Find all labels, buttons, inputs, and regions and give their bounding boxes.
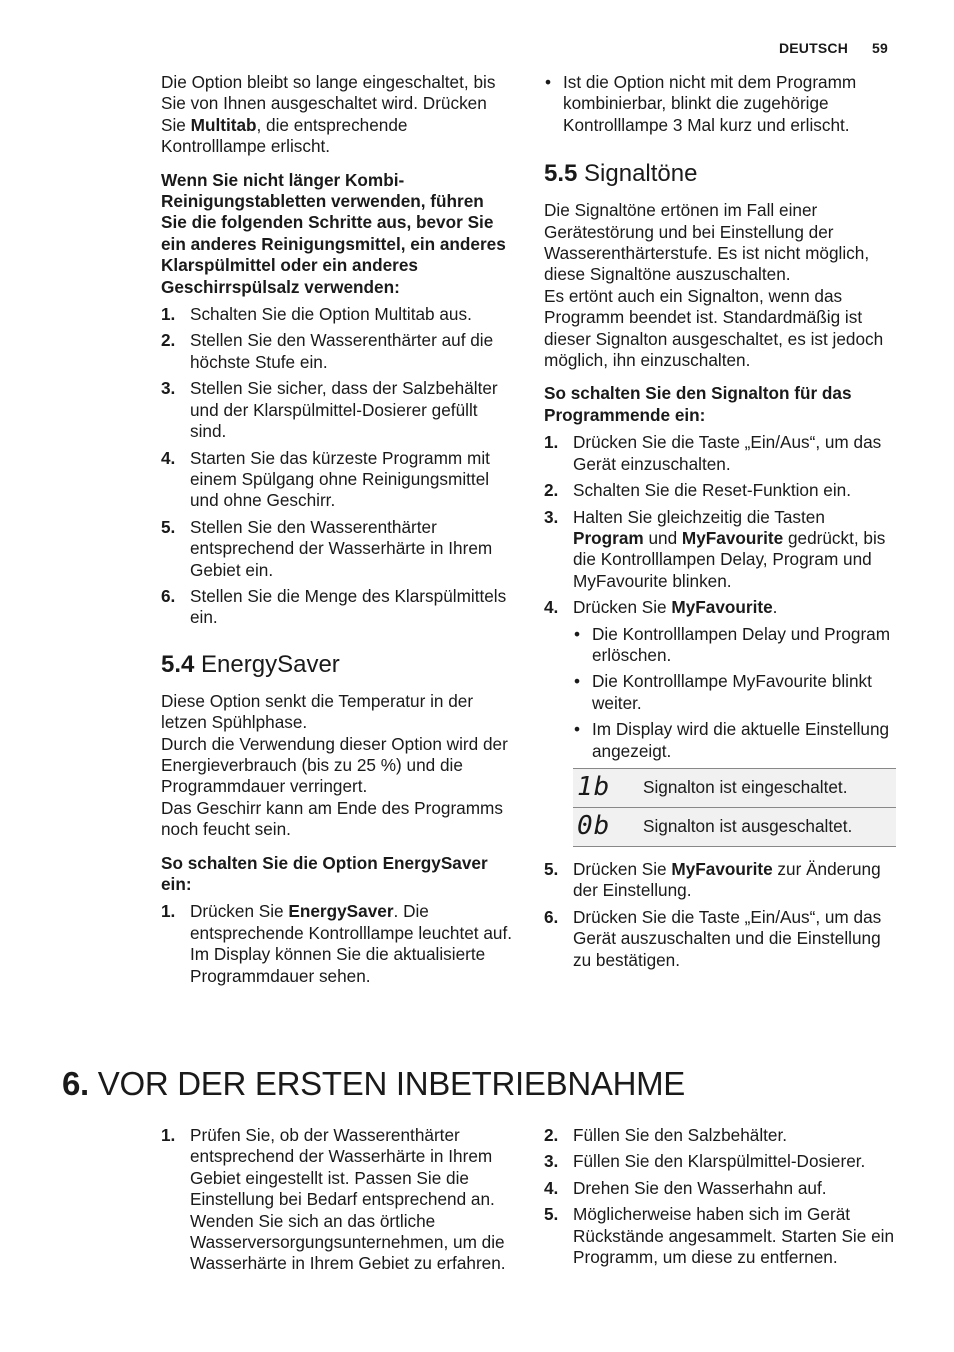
list-item: 1. Drücken Sie EnergySaver. Die entsprechende Kontrolllampe leuchtet auf. Im Display können Sie die aktualisierte Programmdauer sehen. <box>161 901 512 986</box>
list-item: 3. Halten Sie gleichzeitig die Tasten Program und MyFavourite gedrückt, bis die Kontrolllampen Delay, Program und MyFavourite blinken. <box>544 506 886 591</box>
energysaver-howto: So schalten Sie die Option EnergySaver ein: <box>161 852 488 894</box>
list-item: 5. Möglicherweise haben sich im Gerät Rückstände angesammelt. Starten Sie ein Programm, um diese zu entfernen. <box>544 1204 895 1268</box>
signal-description: Die Signaltöne ertönen im Fall einer Gerätestörung und bei Einstellung der Wasserenthärterstufe. Es ist nicht möglich, diese Signaltöne auszuschalten. Es ertönt auch ein Signalton, wenn das Programm beendet ist. Standardmäßig ist dieser Signalton ausgeschaltet, es ist jedoch möglich, ihn einzuschalten. <box>544 200 884 371</box>
energysaver-steps <box>161 901 513 987</box>
section-heading-energysaver: 5.4 EnergySaver <box>161 650 340 678</box>
left-column <box>161 72 513 997</box>
list-item: 4. Drücken Sie MyFavourite. <box>544 597 778 618</box>
first-use-steps-right <box>544 1125 896 1268</box>
list-item: 2. Schalten Sie die Reset-Funktion ein. <box>544 480 852 501</box>
list-item: 6. Drücken Sie die Taste „Ein/Aus“, um das Gerät auszuschalten und die Einstellung zu bestätigen. <box>544 906 882 970</box>
table-row <box>573 808 896 847</box>
display-code-meaning: Signalton ist eingeschaltet. <box>643 777 848 798</box>
page-header <box>779 40 888 56</box>
chapter-heading: 6. VOR DER ERSTEN INBETRIEBNAHME <box>62 1065 686 1102</box>
list-item: 5. Stellen Sie den Wasserenthärter entsprechend der Wasserhärte in Ihrem Gebiet ein. <box>161 516 493 580</box>
display-code: 0b <box>577 811 611 842</box>
list-item: 2. Füllen Sie den Salzbehälter. <box>544 1125 788 1145</box>
list-item: • Ist die Option nicht mit dem Programm kombinierbar, blinkt die zugehörige Kontrolllampe 3 Mal kurz und erlischt. <box>544 72 896 136</box>
chapter-left-column <box>161 1125 513 1285</box>
list-item: 1. Drücken Sie die Taste „Ein/Aus“, um das Gerät einzuschalten. <box>544 432 882 474</box>
display-code: 1b <box>577 772 611 803</box>
energysaver-description: Diese Option senkt die Temperatur in der letzen Spühlphase. Durch die Verwendung dieser Option wird der Energieverbrauch (bis zu 25 %) und die Programmdauer verringert. Das Geschirr kann am Ende des Programms noch feucht sein. <box>161 690 508 840</box>
display-code-meaning: Signalton ist ausgeschaltet. <box>643 816 853 837</box>
list-item: 4. Drehen Sie den Wasserhahn auf. <box>544 1177 827 1198</box>
list-item: 1. Schalten Sie die Option Multitab aus. <box>161 304 472 325</box>
multitab-warning: Wenn Sie nicht länger Kombi-Reinigungstabletten verwenden, führen Sie die folgenden Schritte aus, bevor Sie ein anderes Reinigungsmittel, ein anderes Klarspülmittel oder ein anderes Geschirrspülsalz verwenden: <box>161 169 506 297</box>
list-item: 4. Starten Sie das kürzeste Programm mit einem Spülgang ohne Reinigungsmittel und ohne Geschirr. <box>161 447 490 511</box>
combination-note <box>544 72 896 136</box>
list-item: 1. Prüfen Sie, ob der Wasserenthärter entsprechend der Wasserhärte in Ihrem Gebiet eingestellt ist. Passen Sie die Einstellung bei Bedarf entsprechend an. Wenden Sie sich an das örtliche Wasserversorgungsunternehmen, um die Wasserhärte in Ihrem Gebiet zu erfahren. <box>161 1125 506 1274</box>
signal-status-table <box>573 768 896 847</box>
list-item: 5. Drücken Sie MyFavourite zur Änderung der Einstellung. <box>544 858 881 901</box>
page-number: 59 <box>872 40 888 56</box>
table-row <box>573 769 896 808</box>
right-column <box>544 72 896 981</box>
chapter-right-column <box>544 1125 896 1278</box>
list-item: 3. Füllen Sie den Klarspülmittel-Dosierer. <box>544 1151 866 1172</box>
first-use-steps-left <box>161 1125 513 1275</box>
signal-steps <box>544 432 896 618</box>
list-item: • Die Kontrolllampe MyFavourite blinkt weiter. <box>544 671 896 714</box>
list-item: 3. Stellen Sie sicher, dass der Salzbehälter und der Klarspülmittel-Dosierer gefüllt sind. <box>161 378 498 442</box>
list-item: 2. Stellen Sie den Wasserenthärter auf die höchste Stufe ein. <box>161 330 494 372</box>
list-item: • Die Kontrolllampen Delay und Program erlöschen. <box>544 624 896 667</box>
signal-bullets <box>544 624 896 762</box>
signal-steps-continued <box>544 859 896 971</box>
signal-howto: So schalten Sie den Signalton für das Programmende ein: <box>544 383 852 425</box>
header-language: DEUTSCH <box>778 40 849 56</box>
list-item: 6. Stellen Sie die Menge des Klarspülmittels ein. <box>161 585 507 628</box>
multitab-intro: Die Option bleibt so lange eingeschaltet, bis Sie von Ihnen ausgeschaltet wird. Drücken Sie Multitab, die entsprechende Kontrolllampe erlischt. <box>161 72 496 157</box>
section-heading-signaltoene: 5.5 Signaltöne <box>544 160 698 188</box>
multitab-steps <box>161 304 513 629</box>
list-item: • Im Display wird die aktuelle Einstellung angezeigt. <box>544 719 896 762</box>
